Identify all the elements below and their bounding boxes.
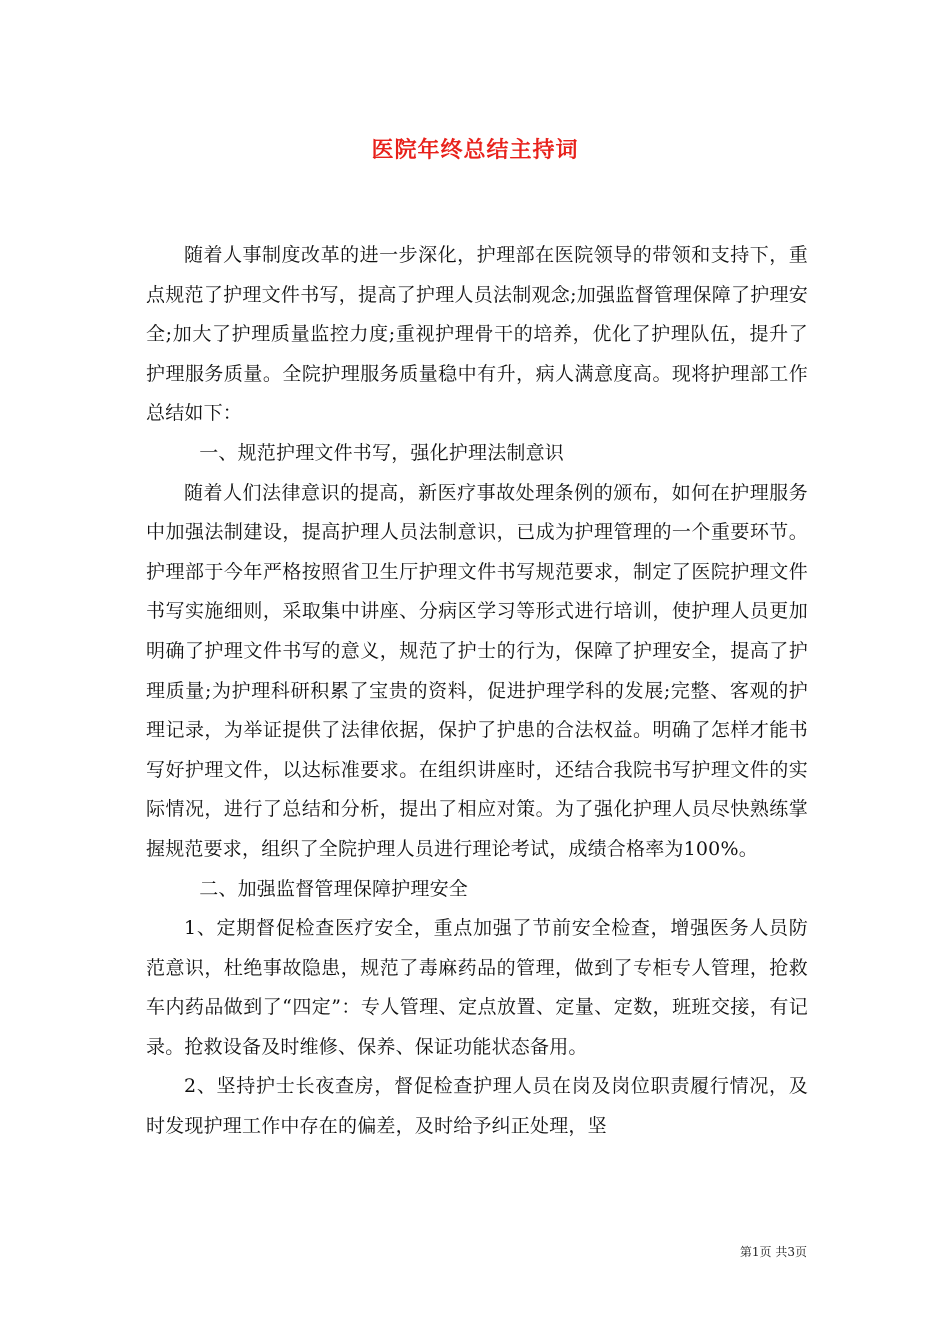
footer-current-page: 1 [751, 1245, 760, 1259]
section-1-paragraph: 随着人们法律意识的提高，新医疗事故处理条例的颁布，如何在护理服务中加强法制建设，提高护理人员法制意识，已成为护理管理的一个重要环节。护理部于今年严格按照省卫生厅护理文件书写规范要求，制定了医院护理文件书写实施细则，采取集中讲座、分病区学习等形式进行培训，使护理人员更加明确了护理文件书写的意义，规范了护士的行为，保障了护理安全，提高了护理质量;为护理科研积累了宝贵的资料，促进护理学科的发展;完整、客观的护理记录，为举证提供了法律依据，保护了护患的合法权益。明确了怎样才能书写好护理文件，以达标准要求。在组织讲座时，还结合我院书写护理文件的实际情况，进行了总结和分析，提出了相应对策。为了强化护理人员尽快熟练掌握规范要求，组织了全院护理人员进行理论考试，成绩合格率为100%。 [146, 481, 808, 860]
section-heading-2: 二、加强监督管理保障护理安全 [199, 877, 468, 900]
intro-paragraph: 随着人事制度改革的进一步深化，护理部在医院领导的带领和支持下，重点规范了护理文件书写，提高了护理人员法制观念;加强监督管理保障了护理安全;加大了护理质量监控力度;重视护理骨干的培养，优化了护理队伍，提升了护理服务质量。全院护理服务质量稳中有升，病人满意度高。现将护理部工作总结如下： [146, 244, 808, 425]
page-footer [740, 1243, 807, 1260]
section-2-item-2: 2、坚持护士长夜查房，督促检查护理人员在岗及岗位职责履行情况，及时发现护理工作中存在的偏差，及时给予纠正处理，坚 [146, 1075, 808, 1138]
footer-total-pages: 3 [787, 1245, 795, 1259]
section-2-item-1: 1、定期督促检查医疗安全，重点加强了节前安全检查，增强医务人员防范意识，杜绝事故隐患，规范了毒麻药品的管理，做到了专柜专人管理，抢救车内药品做到了“四定”：专人管理、定点放置、定量、定数，班班交接，有记录。抢救设备及时维修、保养、保证功能状态备用。 [146, 917, 808, 1058]
footer-middle: 页 共 [759, 1245, 788, 1259]
footer-suffix: 页 [794, 1245, 807, 1259]
document-title: 医院年终总结主持词 [371, 137, 579, 163]
document-body [146, 236, 808, 1147]
footer-prefix: 第 [739, 1245, 752, 1259]
section-heading-1: 一、规范护理文件书写，强化护理法制意识 [199, 441, 564, 464]
